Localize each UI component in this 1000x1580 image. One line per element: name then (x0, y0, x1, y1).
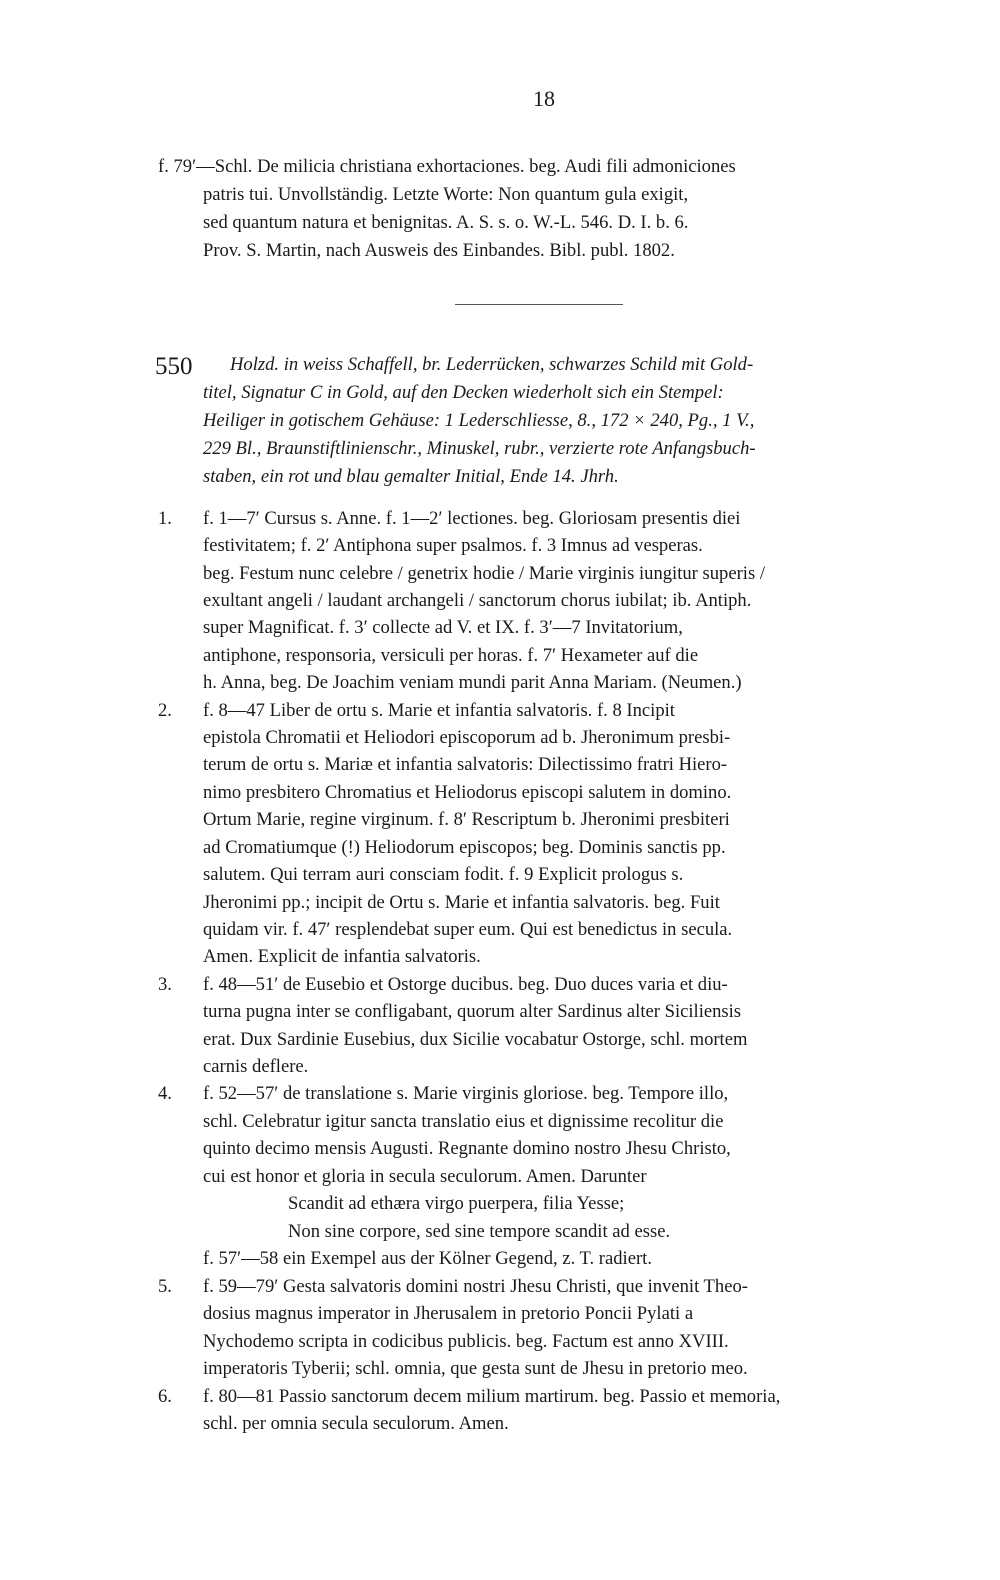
item-line: f. 8—47 Liber de ortu s. Marie et infantia salvatoris. f. 8 Incipit (203, 700, 675, 721)
item-line: f. 59—79′ Gesta salvatoris domini nostri Jhesu Christi, que invenit Theo- (203, 1276, 748, 1297)
item-line: epistola Chromatii et Heliodori episcoporum ad b. Jheronimum presbi- (203, 727, 731, 748)
item-line: f. 57′—58 ein Exempel aus der Kölner Gegend, z. T. radiert. (203, 1248, 652, 1269)
item-line: exultant angeli / laudant archangeli / sanctorum chorus iubilat; ib. Antiph. (203, 590, 752, 611)
item-line: erat. Dux Sardinie Eusebius, dux Sicilie vocabatur Ostorge, schl. mortem (203, 1029, 748, 1050)
item-line: Ortum Marie, regine virginum. f. 8′ Rescriptum b. Jheronimi presbiteri (203, 809, 730, 830)
page-number: 18 (533, 86, 555, 111)
item-line: schl. per omnia secula seculorum. Amen. (203, 1413, 509, 1434)
description-line: titel, Signatur C in Gold, auf den Decken wiederholt sich ein Stempel: (203, 382, 724, 403)
item-line: nimo presbitero Chromatius et Heliodorus episcopi salutem in domino. (203, 782, 732, 803)
entry-top-line-2: patris tui. Unvollständig. Letzte Worte: Non quantum gula exigit, (203, 184, 689, 205)
item-number: 6. (158, 1386, 172, 1407)
item-line: dosius magnus imperator in Jherusalem in pretorio Poncii Pylati a (203, 1303, 694, 1324)
item-line: f. 80—81 Passio sanctorum decem milium martirum. beg. Passio et memoria, (203, 1386, 781, 1407)
item-line: salutem. Qui terram auri consciam fodit. f. 9 Explicit prologus s. (203, 864, 684, 885)
verse-line: Non sine corpore, sed sine tempore scandit ad esse. (288, 1221, 671, 1242)
separator-rule (455, 304, 623, 305)
entry-top-line-1: f. 79′—Schl. De milicia christiana exhortaciones. beg. Audi fili admoniciones (158, 156, 736, 177)
item-line: cui est honor et gloria in secula seculorum. Amen. Darunter (203, 1166, 647, 1187)
item-line: festivitatem; f. 2′ Antiphona super psalmos. f. 3 Imnus ad vesperas. (203, 535, 703, 556)
item-number: 1. (158, 508, 172, 529)
item-line: quidam vir. f. 47′ resplendebat super eum. Qui est benedictus in secula. (203, 919, 733, 940)
item-line: terum de ortu s. Mariæ et infantia salvatoris: Dilectissimo fratri Hiero- (203, 754, 728, 775)
item-line: ad Cromatiumque (!) Heliodorum episcopos; beg. Dominis sanctis pp. (203, 837, 726, 858)
item-line: f. 1—7′ Cursus s. Anne. f. 1—2′ lectiones. beg. Gloriosam presentis diei (203, 508, 741, 529)
verse-line: Scandit ad ethæra virgo puerpera, filia Yesse; (288, 1193, 625, 1214)
item-line: turna pugna inter se confligabant, quorum alter Sardinus alter Siciliensis (203, 1001, 742, 1022)
item-line: Nychodemo scripta in codicibus publicis. beg. Factum est anno XVIII. (203, 1331, 729, 1352)
item-number: 5. (158, 1276, 172, 1297)
item-number: 4. (158, 1083, 172, 1104)
item-number: 2. (158, 700, 172, 721)
item-line: beg. Festum nunc celebre / genetrix hodie / Marie virginis iungitur superis / (203, 563, 765, 584)
item-line: Jheronimi pp.; incipit de Ortu s. Marie et infantia salvatoris. beg. Fuit (203, 892, 720, 913)
item-line: f. 48—51′ de Eusebio et Ostorge ducibus. beg. Duo duces varia et diu- (203, 974, 728, 995)
item-line: Amen. Explicit de infantia salvatoris. (203, 946, 481, 967)
item-line: quinto decimo mensis Augusti. Regnante domino nostro Jhesu Christo, (203, 1138, 731, 1159)
catalog-number: 550 (155, 353, 193, 380)
entry-top-line-4: Prov. S. Martin, nach Ausweis des Einbandes. Bibl. publ. 1802. (203, 240, 675, 261)
item-line: h. Anna, beg. De Joachim veniam mundi parit Anna Mariam. (Neumen.) (203, 672, 742, 693)
description-line: staben, ein rot und blau gemalter Initial, Ende 14. Jhrh. (203, 466, 619, 487)
item-line: f. 52—57′ de translatione s. Marie virginis gloriose. beg. Tempore illo, (203, 1083, 729, 1104)
description-line: Heiliger in gotischem Gehäuse: 1 Lederschliesse, 8., 172 × 240, Pg., 1 V., (203, 410, 755, 431)
description-line: Holzd. in weiss Schaffell, br. Lederrücken, schwarzes Schild mit Gold- (230, 354, 754, 375)
item-line: schl. Celebratur igitur sancta translatio eius et dignissime recolitur die (203, 1111, 724, 1132)
entry-top-line-3: sed quantum natura et benignitas. A. S. s. o. W.-L. 546. D. I. b. 6. (203, 212, 689, 233)
item-line: imperatoris Tyberii; schl. omnia, que gesta sunt de Jhesu in pretorio meo. (203, 1358, 748, 1379)
description-line: 229 Bl., Braunstiftlinienschr., Minuskel, rubr., verzierte rote Anfangsbuch- (203, 438, 756, 459)
item-number: 3. (158, 974, 172, 995)
item-line: carnis deflere. (203, 1056, 309, 1077)
item-line: antiphone, responsoria, versiculi per horas. f. 7′ Hexameter auf die (203, 645, 699, 666)
item-line: super Magnificat. f. 3′ collecte ad V. et IX. f. 3′—7 Invitatorium, (203, 617, 683, 638)
